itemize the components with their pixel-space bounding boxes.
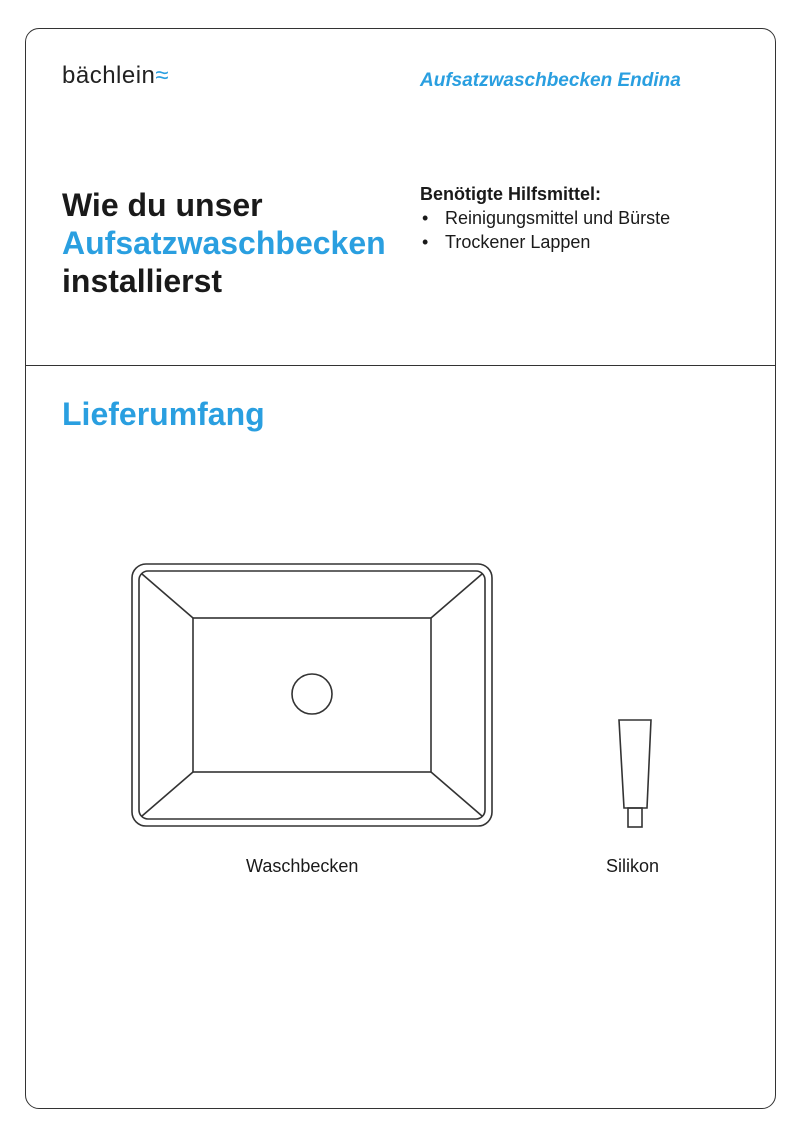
product-name: Aufsatzwaschbecken Endina (420, 70, 681, 91)
title-line-2: Aufsatzwaschbecken (62, 225, 386, 261)
tools-list-item: • Reinigungsmittel und Bürste (420, 206, 670, 230)
silicone-label: Silikon (606, 856, 660, 876)
title-line-3: installierst (62, 263, 223, 299)
tools-list-item: • Trockener Lappen (420, 230, 670, 254)
wave-icon: ≈ (155, 62, 170, 89)
logo-text: bächlein (62, 62, 156, 89)
tools-heading: Benötigte Hilfsmittel: (420, 184, 602, 204)
silicone-tube-icon (619, 720, 651, 827)
sink-label: Waschbecken (246, 856, 359, 876)
title-line-1: Wie du unser (62, 187, 263, 223)
section-heading: Lieferumfang (62, 396, 265, 432)
sink-icon (132, 564, 492, 826)
